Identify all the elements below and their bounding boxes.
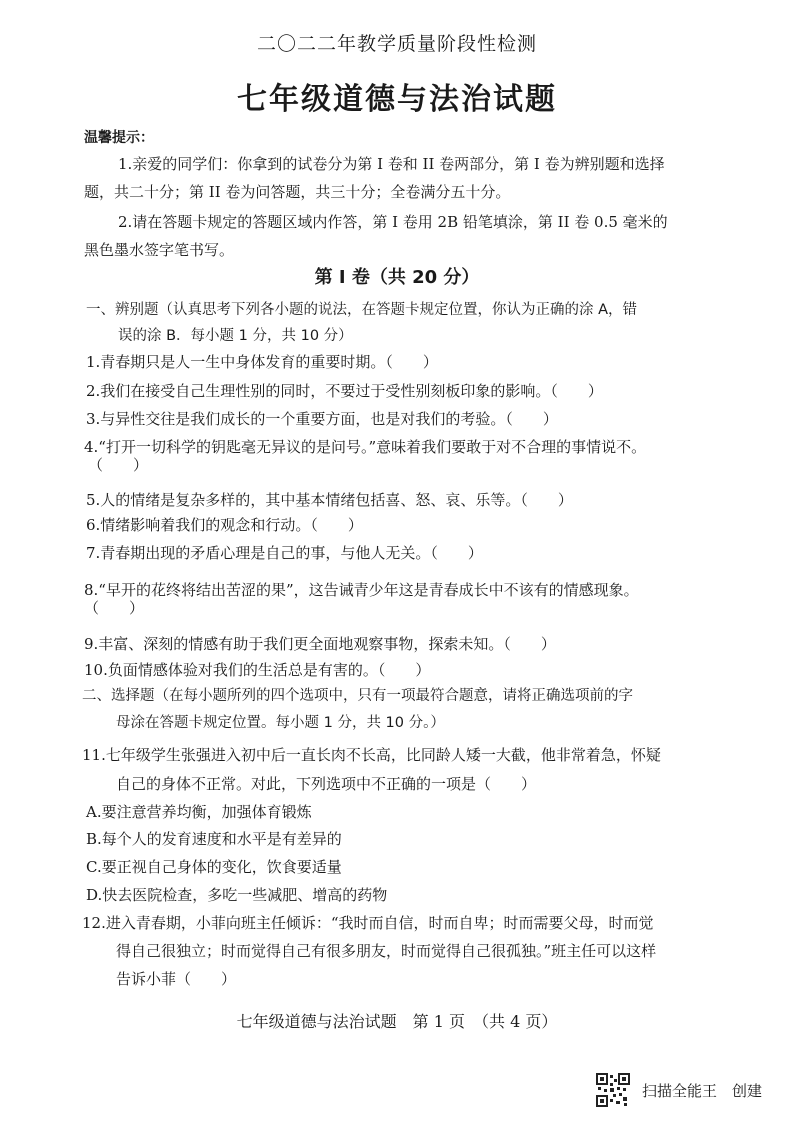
page-footer: 七年级道德与法治试题 第 1 页 （共 4 页） bbox=[236, 1012, 558, 1031]
question-line: 6.情绪影响着我们的观念和行动。（ ） bbox=[86, 516, 363, 534]
qr-code-icon bbox=[596, 1073, 630, 1107]
question-line: 11.七年级学生张强进入初中后一直长肉不长高，比同龄人矮一大截，他非常着急，怀疑 bbox=[82, 746, 661, 764]
exam-title: 七年级道德与法治试题 bbox=[237, 82, 557, 117]
section1-heading: 误的涂 B．每小题 1 分，共 10 分） bbox=[118, 328, 353, 344]
exam-supertitle: 二〇二二年教学质量阶段性检测 bbox=[256, 33, 537, 55]
option-line: B.每个人的发育速度和水平是有差异的 bbox=[86, 830, 342, 848]
question-line: 12.进入青春期，小菲向班主任倾诉：“我时而自信，时而自卑；时而需要父母，时而觉 bbox=[82, 914, 654, 932]
tips-line: 题，共二十分；第 II 卷为问答题，共三十分；全卷满分五十分。 bbox=[84, 183, 511, 201]
option-line: C.要正视自己身体的变化，饮食要适量 bbox=[86, 858, 342, 876]
question-line: 得自己很独立；时而觉得自己有很多朋友，时而觉得自己很孤独。”班主任可以这样 bbox=[116, 942, 657, 960]
question-line: 7.青春期出现的矛盾心理是自己的事，与他人无关。（ ） bbox=[86, 544, 483, 562]
tips-line: 1.亲爱的同学们：你拿到的试卷分为第 I 卷和 II 卷两部分，第 I 卷为辨别题和选择 bbox=[118, 155, 665, 173]
tips-line: 黑色墨水签字笔书写。 bbox=[84, 241, 235, 259]
question-line: 1.青春期只是人一生中身体发育的重要时期。（ ） bbox=[86, 353, 438, 371]
option-line: D.快去医院检查，多吃一些减肥、增高的药物 bbox=[86, 886, 388, 904]
question-line: 自己的身体不正常。对此，下列选项中不正确的一项是（ ） bbox=[116, 775, 537, 793]
question-line: 10.负面情感体验对我们的生活总是有害的。（ ） bbox=[84, 661, 431, 679]
question-line: 4.“打开一切科学的钥匙毫无异议的是问号。”意味着我们要敢于对不合理的事情说不。 bbox=[84, 438, 647, 456]
tips-line: 2.请在答题卡规定的答题区域内作答，第 I 卷用 2B 铅笔填涂，第 II 卷 0.5 毫米的 bbox=[118, 213, 668, 231]
tips-heading: 温馨提示： bbox=[84, 130, 154, 146]
section2-heading: 母涂在答题卡规定位置。每小题 1 分，共 10 分。） bbox=[116, 715, 445, 731]
question-line: 告诉小菲（ ） bbox=[116, 970, 237, 988]
part1-title: 第 I 卷（共 20 分） bbox=[314, 267, 480, 288]
question-line: （ ） bbox=[84, 599, 145, 617]
question-line: 9.丰富、深刻的情感有助于我们更全面地观察事物，探索未知。（ ） bbox=[84, 635, 556, 653]
option-line: A.要注意营养均衡，加强体育锻炼 bbox=[86, 803, 312, 821]
section2-heading: 二、选择题（在每小题所列的四个选项中，只有一项最符合题意，请将正确选项前的字 bbox=[82, 688, 633, 704]
question-line: 5.人的情绪是复杂多样的，其中基本情绪包括喜、怒、哀、乐等。（ ） bbox=[86, 491, 573, 509]
question-line: 8.“早开的花终将结出苦涩的果”，这告诫青少年这是青春成长中不该有的情感现象。 bbox=[84, 581, 639, 599]
question-line: （ ） bbox=[88, 456, 149, 474]
question-line: 2.我们在接受自己生理性别的同时，不要过于受性别刻板印象的影响。（ ） bbox=[86, 382, 603, 400]
question-line: 3.与异性交往是我们成长的一个重要方面，也是对我们的考验。（ ） bbox=[86, 410, 558, 428]
scanner-brand-label: 扫描全能王 创建 bbox=[642, 1082, 763, 1100]
section1-heading: 一、辨别题（认真思考下列各小题的说法，在答题卡规定位置，你认为正确的涂 A，错 bbox=[86, 302, 638, 318]
